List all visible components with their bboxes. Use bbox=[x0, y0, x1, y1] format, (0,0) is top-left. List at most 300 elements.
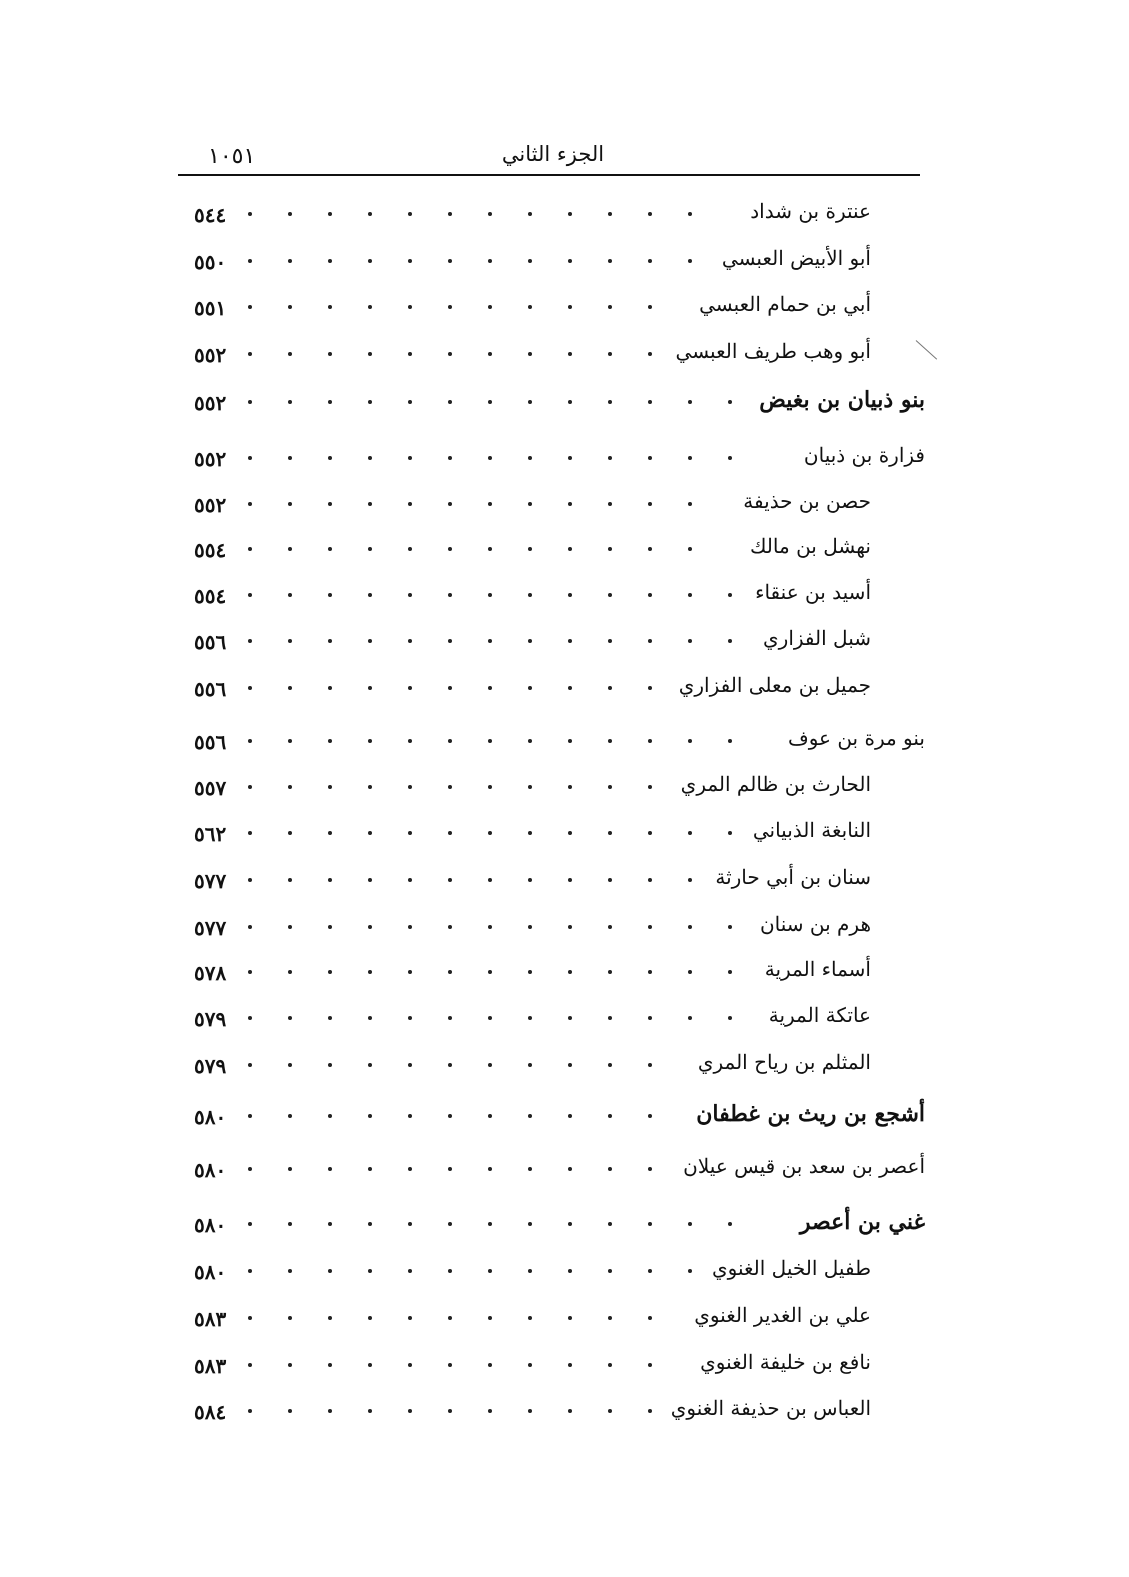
leader-dot bbox=[488, 547, 492, 551]
leader-dot bbox=[648, 970, 652, 974]
leader-dot bbox=[408, 259, 412, 263]
leader-dot bbox=[448, 878, 452, 882]
leader-dot bbox=[728, 639, 732, 643]
leader-dot bbox=[528, 259, 532, 263]
leader-dot bbox=[728, 1222, 732, 1226]
leader-dot bbox=[688, 970, 692, 974]
leader-dot bbox=[408, 305, 412, 309]
leader-dot bbox=[248, 785, 252, 789]
leader-dot bbox=[288, 1316, 292, 1320]
leader-dot bbox=[248, 1016, 252, 1020]
leader-dot bbox=[568, 1363, 572, 1367]
leader-dot bbox=[688, 925, 692, 929]
leader-dot bbox=[528, 1167, 532, 1171]
toc-entry-title: أسيد بن عنقاء bbox=[755, 580, 871, 604]
toc-entry-title: أبو الأبيض العبسي bbox=[721, 246, 871, 270]
leader-dot bbox=[728, 831, 732, 835]
leader-dot bbox=[448, 1316, 452, 1320]
leader-dot bbox=[608, 259, 612, 263]
leader-dot bbox=[288, 1409, 292, 1413]
toc-entry bbox=[180, 242, 925, 282]
toc-entry bbox=[180, 669, 925, 709]
leader-dot bbox=[368, 1063, 372, 1067]
leader-dot bbox=[648, 831, 652, 835]
leader-dot bbox=[248, 831, 252, 835]
leader-dot bbox=[288, 1269, 292, 1273]
leader-dot bbox=[688, 259, 692, 263]
leader-dot bbox=[448, 1269, 452, 1273]
leader-dot bbox=[608, 1063, 612, 1067]
leader-dot bbox=[528, 970, 532, 974]
leader-dot bbox=[648, 400, 652, 404]
leader-dot bbox=[248, 547, 252, 551]
toc-entry bbox=[180, 576, 925, 616]
toc-page-number: ٥٧٩ bbox=[194, 1054, 227, 1078]
leader-dot bbox=[448, 925, 452, 929]
leader-dot bbox=[648, 1269, 652, 1273]
leader-dot bbox=[528, 547, 532, 551]
leader-dot bbox=[448, 352, 452, 356]
leader-dot bbox=[248, 739, 252, 743]
leader-dot bbox=[368, 1016, 372, 1020]
toc-entry bbox=[180, 1392, 925, 1432]
toc-entry bbox=[180, 1252, 925, 1292]
leader-dot bbox=[328, 1063, 332, 1067]
leader-dot bbox=[648, 305, 652, 309]
toc-page-number: ٥٧٧ bbox=[194, 869, 227, 893]
toc-entry bbox=[180, 1046, 925, 1086]
leader-dot bbox=[448, 547, 452, 551]
leader-dot bbox=[608, 785, 612, 789]
leader-dot bbox=[528, 456, 532, 460]
leader-dot bbox=[488, 212, 492, 216]
leader-dot bbox=[448, 456, 452, 460]
leader-dot bbox=[448, 785, 452, 789]
leader-dot bbox=[448, 1016, 452, 1020]
leader-dot bbox=[448, 1063, 452, 1067]
toc-entry-title: بنو ذبيان بن بغيض bbox=[759, 387, 925, 413]
leader-dot bbox=[288, 831, 292, 835]
leader-dot bbox=[248, 456, 252, 460]
toc-page-number: ٥٥٢ bbox=[194, 391, 227, 415]
toc-entry bbox=[180, 1150, 925, 1190]
leader-dot bbox=[368, 639, 372, 643]
leader-dot bbox=[328, 1016, 332, 1020]
leader-dot bbox=[568, 212, 572, 216]
leader-dot bbox=[488, 259, 492, 263]
leader-dot bbox=[408, 400, 412, 404]
leader-dot bbox=[368, 547, 372, 551]
leader-dot bbox=[248, 970, 252, 974]
leader-dot bbox=[688, 400, 692, 404]
leader-dot bbox=[408, 1316, 412, 1320]
toc-entry-title: أسماء المرية bbox=[764, 957, 871, 981]
toc-page-number: ٥٤٤ bbox=[194, 203, 227, 227]
leader-dot bbox=[648, 1063, 652, 1067]
leader-dot bbox=[448, 686, 452, 690]
leader-dot bbox=[368, 259, 372, 263]
leader-dot bbox=[648, 686, 652, 690]
leader-dot bbox=[608, 1222, 612, 1226]
leader-dot bbox=[648, 259, 652, 263]
leader-dot bbox=[288, 1222, 292, 1226]
leader-dot bbox=[408, 970, 412, 974]
leader-dot bbox=[568, 456, 572, 460]
header-rule bbox=[178, 174, 920, 176]
leader-dot bbox=[448, 970, 452, 974]
leader-dot bbox=[448, 502, 452, 506]
leader-dot bbox=[728, 970, 732, 974]
leader-dot bbox=[568, 1316, 572, 1320]
leader-dot bbox=[408, 502, 412, 506]
leader-dot bbox=[488, 400, 492, 404]
leader-dot bbox=[368, 456, 372, 460]
leader-dot bbox=[408, 547, 412, 551]
leader-dot bbox=[248, 1363, 252, 1367]
leader-dot bbox=[568, 639, 572, 643]
leader-dot bbox=[648, 1016, 652, 1020]
leader-dot bbox=[488, 1114, 492, 1118]
leader-dot bbox=[328, 352, 332, 356]
leader-dot bbox=[648, 739, 652, 743]
leader-dot bbox=[328, 970, 332, 974]
toc-entry bbox=[180, 1205, 925, 1245]
leader-dot bbox=[408, 878, 412, 882]
leader-dot bbox=[408, 639, 412, 643]
toc-entry bbox=[180, 861, 925, 901]
leader-dot bbox=[568, 831, 572, 835]
toc-page-number: ٥٦٢ bbox=[194, 822, 227, 846]
leader-dot bbox=[288, 456, 292, 460]
leader-dot bbox=[608, 1114, 612, 1118]
leader-dot bbox=[688, 878, 692, 882]
leader-dot bbox=[448, 593, 452, 597]
leader-dot bbox=[368, 785, 372, 789]
leader-dot bbox=[328, 1269, 332, 1273]
leader-dot bbox=[648, 1363, 652, 1367]
leader-dot bbox=[648, 212, 652, 216]
leader-dot bbox=[648, 878, 652, 882]
leader-dot bbox=[408, 1222, 412, 1226]
leader-dot bbox=[368, 502, 372, 506]
leader-dot bbox=[288, 785, 292, 789]
leader-dot bbox=[368, 1167, 372, 1171]
running-title: الجزء الثاني bbox=[501, 142, 605, 166]
leader-dot bbox=[688, 456, 692, 460]
leader-dot bbox=[528, 785, 532, 789]
leader-dot bbox=[528, 593, 532, 597]
leader-dot bbox=[608, 1363, 612, 1367]
leader-dot bbox=[328, 259, 332, 263]
toc-page-number: ٥٧٩ bbox=[194, 1007, 227, 1031]
leader-dot bbox=[608, 1016, 612, 1020]
leader-dot bbox=[528, 305, 532, 309]
leader-dot bbox=[688, 739, 692, 743]
leader-dot bbox=[648, 456, 652, 460]
leader-dot bbox=[408, 352, 412, 356]
leader-dot bbox=[568, 970, 572, 974]
leader-dot bbox=[488, 925, 492, 929]
leader-dot bbox=[568, 502, 572, 506]
toc-entry-title: الحارث بن ظالم المري bbox=[680, 772, 871, 796]
leader-dot bbox=[408, 212, 412, 216]
toc-page-number: ٥٥٢ bbox=[194, 447, 227, 471]
leader-dot bbox=[528, 831, 532, 835]
leader-dot bbox=[608, 639, 612, 643]
leader-dot bbox=[408, 686, 412, 690]
leader-dot bbox=[248, 593, 252, 597]
leader-dot bbox=[608, 1409, 612, 1413]
leader-dot bbox=[488, 970, 492, 974]
leader-dot bbox=[408, 831, 412, 835]
toc-entry-title: علي بن الغدير الغنوي bbox=[694, 1303, 871, 1327]
leader-dot bbox=[488, 593, 492, 597]
leader-dot bbox=[568, 686, 572, 690]
leader-dot bbox=[528, 1114, 532, 1118]
leader-dot bbox=[288, 547, 292, 551]
leader-dot bbox=[288, 593, 292, 597]
leader-dot bbox=[528, 686, 532, 690]
toc-entry bbox=[180, 530, 925, 570]
leader-dot bbox=[328, 212, 332, 216]
leader-dot bbox=[328, 1222, 332, 1226]
leader-dot bbox=[648, 352, 652, 356]
leader-dot bbox=[688, 831, 692, 835]
toc-page-number: ٥٨٠ bbox=[194, 1158, 227, 1182]
toc-entry-title: هرم بن سنان bbox=[759, 912, 871, 936]
leader-dot bbox=[248, 212, 252, 216]
leader-dot bbox=[368, 1222, 372, 1226]
leader-dot bbox=[528, 1409, 532, 1413]
leader-dot bbox=[328, 502, 332, 506]
leader-dot bbox=[568, 925, 572, 929]
leader-dot bbox=[448, 400, 452, 404]
leader-dot bbox=[288, 739, 292, 743]
leader-dot bbox=[448, 831, 452, 835]
leader-dot bbox=[408, 1409, 412, 1413]
leader-dot bbox=[648, 639, 652, 643]
leader-dot bbox=[248, 1269, 252, 1273]
leader-dot bbox=[608, 212, 612, 216]
toc-entry bbox=[180, 814, 925, 854]
leader-dot bbox=[608, 1316, 612, 1320]
leader-dot bbox=[368, 739, 372, 743]
leader-dot bbox=[448, 1222, 452, 1226]
leader-dot bbox=[488, 502, 492, 506]
leader-dot bbox=[568, 1114, 572, 1118]
leader-dot bbox=[288, 212, 292, 216]
leader-dot bbox=[528, 400, 532, 404]
leader-dot bbox=[728, 593, 732, 597]
toc-entry-title: أبو وهب طريف العبسي bbox=[675, 339, 871, 363]
leader-dot bbox=[528, 878, 532, 882]
leader-dot bbox=[488, 878, 492, 882]
leader-dot bbox=[608, 739, 612, 743]
leader-dot bbox=[488, 639, 492, 643]
toc-entry bbox=[180, 622, 925, 662]
leader-dot bbox=[488, 831, 492, 835]
page-header bbox=[178, 140, 920, 174]
leader-dot bbox=[328, 785, 332, 789]
toc-entry bbox=[180, 288, 925, 328]
page-number: ١٠٥١ bbox=[208, 144, 256, 169]
leader-dot bbox=[688, 547, 692, 551]
leader-dot bbox=[688, 639, 692, 643]
leader-dot bbox=[568, 305, 572, 309]
leader-dot bbox=[448, 1409, 452, 1413]
toc-entry bbox=[180, 768, 925, 808]
leader-dot bbox=[328, 456, 332, 460]
leader-dot bbox=[528, 1269, 532, 1273]
leader-dot bbox=[288, 1114, 292, 1118]
leader-dot bbox=[328, 400, 332, 404]
leader-dot bbox=[288, 925, 292, 929]
leader-dot bbox=[328, 593, 332, 597]
leader-dot bbox=[408, 1269, 412, 1273]
leader-dot bbox=[448, 305, 452, 309]
leader-dot bbox=[528, 1063, 532, 1067]
toc-entry-title: فزارة بن ذبيان bbox=[803, 443, 925, 467]
leader-dot bbox=[288, 878, 292, 882]
leader-dot bbox=[288, 1016, 292, 1020]
leader-dot bbox=[488, 686, 492, 690]
leader-dot bbox=[648, 1316, 652, 1320]
leader-dot bbox=[248, 400, 252, 404]
leader-dot bbox=[408, 1063, 412, 1067]
leader-dot bbox=[408, 593, 412, 597]
leader-dot bbox=[688, 1222, 692, 1226]
leader-dot bbox=[608, 456, 612, 460]
leader-dot bbox=[608, 925, 612, 929]
leader-dot bbox=[368, 593, 372, 597]
toc-entry-title: العباس بن حذيفة الغنوي bbox=[670, 1396, 871, 1420]
leader-dot bbox=[608, 831, 612, 835]
toc-entry bbox=[180, 1346, 925, 1386]
toc-entry-title: عنترة بن شداد bbox=[750, 199, 871, 223]
leader-dot bbox=[728, 456, 732, 460]
leader-dot bbox=[648, 1409, 652, 1413]
leader-dot bbox=[448, 1363, 452, 1367]
leader-dot bbox=[608, 686, 612, 690]
leader-dot bbox=[648, 925, 652, 929]
leader-dot bbox=[688, 593, 692, 597]
leader-dot bbox=[568, 1222, 572, 1226]
toc-entry bbox=[180, 908, 925, 948]
leader-dot bbox=[328, 1409, 332, 1413]
leader-dot bbox=[568, 593, 572, 597]
toc-entry-title: حصن بن حذيفة bbox=[743, 489, 871, 513]
leader-dot bbox=[368, 925, 372, 929]
leader-dot bbox=[408, 1363, 412, 1367]
leader-dot bbox=[568, 1269, 572, 1273]
leader-dot bbox=[528, 925, 532, 929]
leader-dot bbox=[328, 1167, 332, 1171]
toc-entry-title: عاتكة المرية bbox=[768, 1003, 871, 1027]
leader-dot bbox=[568, 739, 572, 743]
leader-dot bbox=[648, 547, 652, 551]
leader-dot bbox=[288, 1063, 292, 1067]
toc-entry-title: نافع بن خليفة الغنوي bbox=[700, 1350, 871, 1374]
leader-dot bbox=[488, 1222, 492, 1226]
toc-page-number: ٥٥٢ bbox=[194, 343, 227, 367]
leader-dot bbox=[288, 970, 292, 974]
leader-dot bbox=[288, 259, 292, 263]
leader-dot bbox=[408, 739, 412, 743]
leader-dot bbox=[288, 502, 292, 506]
leader-dot bbox=[288, 400, 292, 404]
toc-entry-title: غني بن أعصر bbox=[799, 1209, 925, 1235]
toc-page-number: ٥٨٠ bbox=[194, 1260, 227, 1284]
leader-dot bbox=[528, 1316, 532, 1320]
leader-dot bbox=[368, 212, 372, 216]
toc-entry bbox=[180, 1299, 925, 1339]
leader-dot bbox=[448, 739, 452, 743]
leader-dot bbox=[328, 1363, 332, 1367]
toc-page-number: ٥٥٦ bbox=[194, 630, 227, 654]
toc-entry bbox=[180, 999, 925, 1039]
leader-dot bbox=[368, 1114, 372, 1118]
leader-dot bbox=[408, 1167, 412, 1171]
leader-dot bbox=[488, 1409, 492, 1413]
leader-dot bbox=[568, 400, 572, 404]
toc-entry bbox=[180, 953, 925, 993]
leader-dot bbox=[288, 352, 292, 356]
leader-dot bbox=[408, 456, 412, 460]
leader-dot bbox=[248, 259, 252, 263]
toc-entry-title: سنان بن أبي حارثة bbox=[715, 865, 871, 889]
leader-dot bbox=[248, 352, 252, 356]
toc-page-number: ٥٥٤ bbox=[194, 584, 227, 608]
toc-page-number: ٥٥٢ bbox=[194, 493, 227, 517]
leader-dot bbox=[488, 1016, 492, 1020]
leader-dot bbox=[648, 502, 652, 506]
toc-entry bbox=[180, 439, 925, 479]
leader-dot bbox=[408, 925, 412, 929]
leader-dot bbox=[288, 686, 292, 690]
leader-dot bbox=[528, 212, 532, 216]
leader-dot bbox=[648, 1114, 652, 1118]
leader-dot bbox=[488, 785, 492, 789]
leader-dot bbox=[568, 878, 572, 882]
leader-dot bbox=[328, 925, 332, 929]
leader-dot bbox=[408, 1114, 412, 1118]
leader-dot bbox=[608, 502, 612, 506]
leader-dot bbox=[448, 212, 452, 216]
leader-dot bbox=[328, 1316, 332, 1320]
leader-dot bbox=[368, 831, 372, 835]
toc-page-number: ٥٨٠ bbox=[194, 1105, 227, 1129]
leader-dot bbox=[608, 547, 612, 551]
leader-dot bbox=[248, 686, 252, 690]
leader-dot bbox=[288, 639, 292, 643]
leader-dot bbox=[568, 1167, 572, 1171]
toc-page-number: ٥٨٠ bbox=[194, 1213, 227, 1237]
leader-dot bbox=[488, 739, 492, 743]
leader-dot bbox=[368, 970, 372, 974]
leader-dot bbox=[368, 352, 372, 356]
leader-dot bbox=[448, 1114, 452, 1118]
leader-dot bbox=[248, 1063, 252, 1067]
toc-entry-title: المثلم بن رياح المري bbox=[697, 1050, 871, 1074]
leader-dot bbox=[368, 1269, 372, 1273]
toc-page-number: ٥٨٣ bbox=[194, 1354, 227, 1378]
leader-dot bbox=[608, 1167, 612, 1171]
toc-page-number: ٥٥٠ bbox=[194, 250, 227, 274]
leader-dot bbox=[568, 352, 572, 356]
leader-dot bbox=[648, 1167, 652, 1171]
toc-entry-title: بنو مرة بن عوف bbox=[787, 726, 925, 750]
leader-dot bbox=[368, 1316, 372, 1320]
